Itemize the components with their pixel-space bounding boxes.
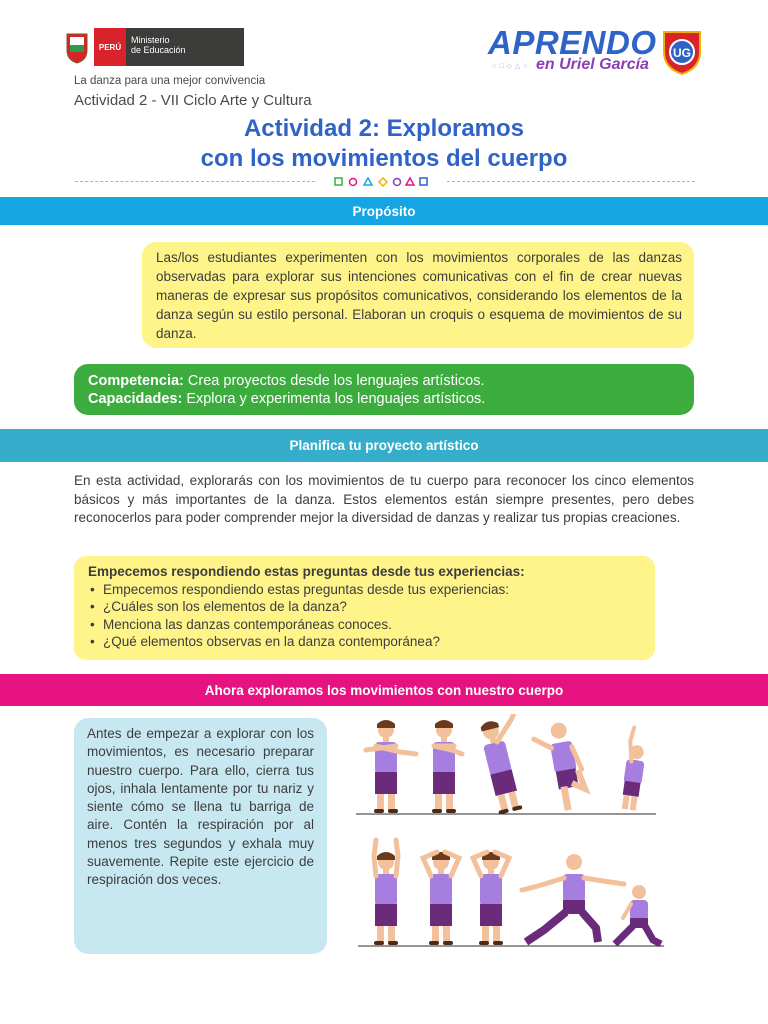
questions-heading: Empecemos respondiendo estas preguntas desde tus experiencias:: [88, 564, 525, 579]
figure-arm-stretch-2: [432, 720, 462, 813]
competencia-text: Crea proyectos desde los lenguajes artísticos.: [183, 373, 485, 389]
svg-text:UG: UG: [673, 46, 691, 60]
capacidades-label: Capacidades:: [88, 391, 183, 407]
figure-arms-up: [374, 840, 398, 945]
brand-title: APRENDO: [488, 24, 657, 61]
aprendo-brand-logo: [488, 24, 708, 78]
stretching-figures-illustration: [356, 714, 668, 954]
figure-hands-behind-head-2: [473, 852, 509, 945]
list-item: • Empecemos respondiendo estas preguntas desde tus experiencias:: [90, 581, 509, 597]
brand-dots-decoration: ○□◇△○: [492, 63, 531, 70]
figure-reach-up: [620, 727, 649, 811]
list-item: • ¿Qué elementos observas en la danza contemporánea?: [90, 634, 440, 649]
capacidades-text: Explora y experimenta los lenguajes artísticos.: [182, 391, 486, 407]
figure-quad-stretch: [532, 720, 589, 814]
gov-country-label: PERÚ: [94, 28, 126, 66]
breathing-box: Antes de empezar a explorar con los movimientos, es necesario preparar nuestro cuerpo. Para ello, cierra tus ojos, inhala lentamente por tu nariz y siente cómo se llena tu barriga de aire. Contén la respiración por al menos tres segundos y exhala muy suavemente. Repite este ejercicio de respiración dos veces.: [74, 718, 327, 954]
figure-lunge-arms-out: [522, 854, 624, 942]
purpose-box: Las/los estudiantes experimenten con los movimientos corporales de las danzas observadas para explorar sus intenciones comunicativas con el fin de crear nuevas maneras de expresar sus propósitos comunicativos, considerando los elementos de la danza según su estilo personal. Elaboran un croquis o esquema de movimientos de su danza.: [142, 242, 694, 348]
list-item: • ¿Cuáles son los elementos de la danza?: [90, 599, 347, 614]
figure-side-lunge: [615, 885, 661, 944]
title-divider: [75, 175, 695, 189]
questions-box: [74, 556, 655, 660]
subtitle-small: La danza para una mejor convivencia: [74, 75, 266, 87]
questions-list: [88, 581, 641, 651]
figure-arm-stretch-1: [366, 720, 416, 813]
intro-paragraph: En esta actividad, explorarás con los movimientos de tu cuerpo para reconocer los cinco elementos básicos y más importantes de la danza. Estos elementos están siempre presentes, pero debes reconocerlos para poder comprender mejor la diversidad de danzas y realizar tus propias creaciones.: [74, 473, 694, 525]
ministry-logo: [60, 28, 244, 66]
section-bar-proposito: Propósito: [0, 197, 768, 225]
section-bar-exploramos: Ahora exploramos los movimientos con nuestro cuerpo: [0, 674, 768, 706]
competencia-label: Competencia:: [88, 373, 184, 389]
brand-subtitle: en Uriel García: [536, 56, 649, 73]
gov-ministry-label: Ministerio de Educación: [126, 28, 244, 66]
page-title: Actividad 2: Exploramos con los movimientos del cuerpo: [200, 115, 568, 172]
section-bar-planifica: Planifica tu proyecto artístico: [0, 429, 768, 462]
list-item: • Menciona las danzas contemporáneas conoces.: [90, 616, 392, 632]
peru-shield-icon: [60, 28, 94, 66]
figure-hands-behind-head-1: [423, 852, 459, 945]
subtitle-activity: Actividad 2 - VII Ciclo Arte y Cultura: [74, 92, 312, 109]
shapes-decoration-icon: [331, 175, 441, 189]
competencia-box: [74, 364, 694, 415]
figure-side-bend: [477, 714, 523, 815]
school-shield-icon: [660, 26, 704, 76]
